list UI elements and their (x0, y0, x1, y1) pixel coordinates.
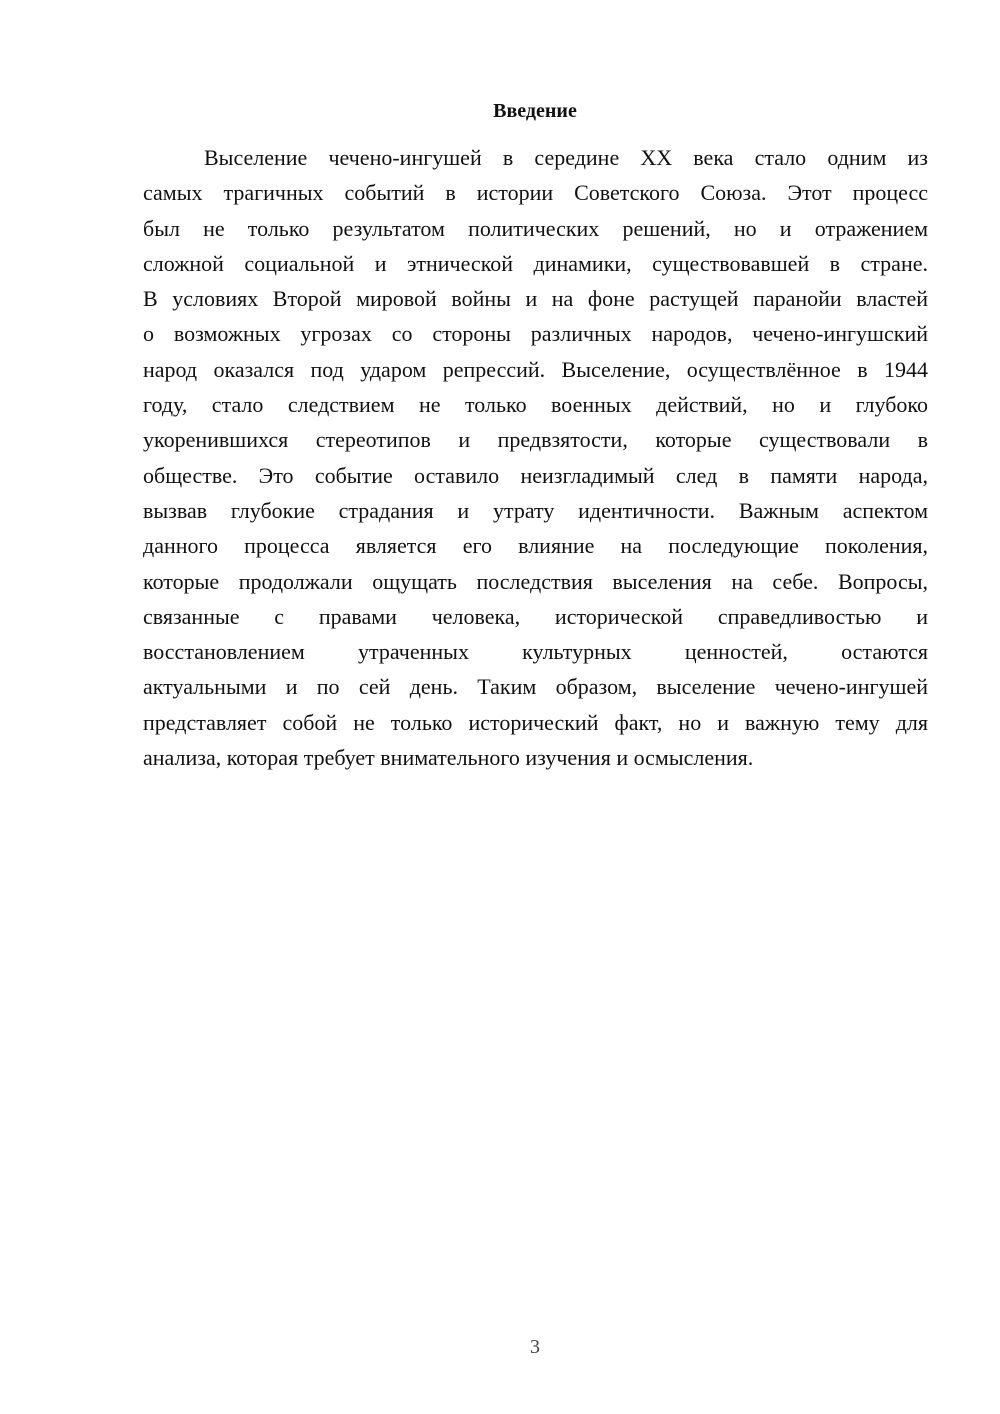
paragraph-line: данного процесса является его влияние на последующие поколения, (143, 533, 928, 559)
paragraph-line: был не только результатом политических решений, но и отражением (143, 215, 928, 241)
paragraph-line: В условиях Второй мировой войны и на фоне растущей паранойи властей (143, 286, 928, 312)
paragraph-line: о возможных угрозах со стороны различных народов, чечено-ингушский (143, 321, 928, 347)
paragraph-line: вызвав глубокие страдания и утрату идентичности. Важным аспектом (143, 497, 928, 523)
paragraph-line: анализа, которая требует внимательного изучения и осмысления. (143, 745, 754, 771)
paragraph-line: восстановлением утраченных культурных ценностей, остаются (143, 639, 928, 665)
paragraph-line: укоренившихся стереотипов и предвзятости, которые существовали в (143, 427, 928, 453)
paragraph (143, 140, 928, 775)
paragraph-line: году, стало следствием не только военных действий, но и глубоко (143, 392, 928, 418)
page-number: 3 (530, 1336, 540, 1358)
paragraph-line: актуальными и по сей день. Таким образом, выселение чечено-ингушей (143, 674, 928, 700)
paragraph-line: обществе. Это событие оставило неизгладимый след в памяти народа, (143, 462, 928, 488)
paragraph-line: народ оказался под ударом репрессий. Выселение, осуществлённое в 1944 (143, 356, 928, 382)
section-heading: Введение (493, 100, 577, 122)
paragraph-line: связанные с правами человека, исторической справедливостью и (143, 603, 928, 629)
paragraph-line: представляет собой не только исторический факт, но и важную тему для (143, 709, 928, 735)
paragraph-line: Выселение чечено-ингушей в середине XX века стало одним из (204, 145, 928, 170)
paragraph-line: которые продолжали ощущать последствия выселения на себе. Вопросы, (143, 568, 928, 594)
paragraph-line: самых трагичных событий в истории Советского Союза. Этот процесс (143, 180, 928, 206)
paragraph-line: сложной социальной и этнической динамики, существовавшей в стране. (143, 250, 928, 276)
